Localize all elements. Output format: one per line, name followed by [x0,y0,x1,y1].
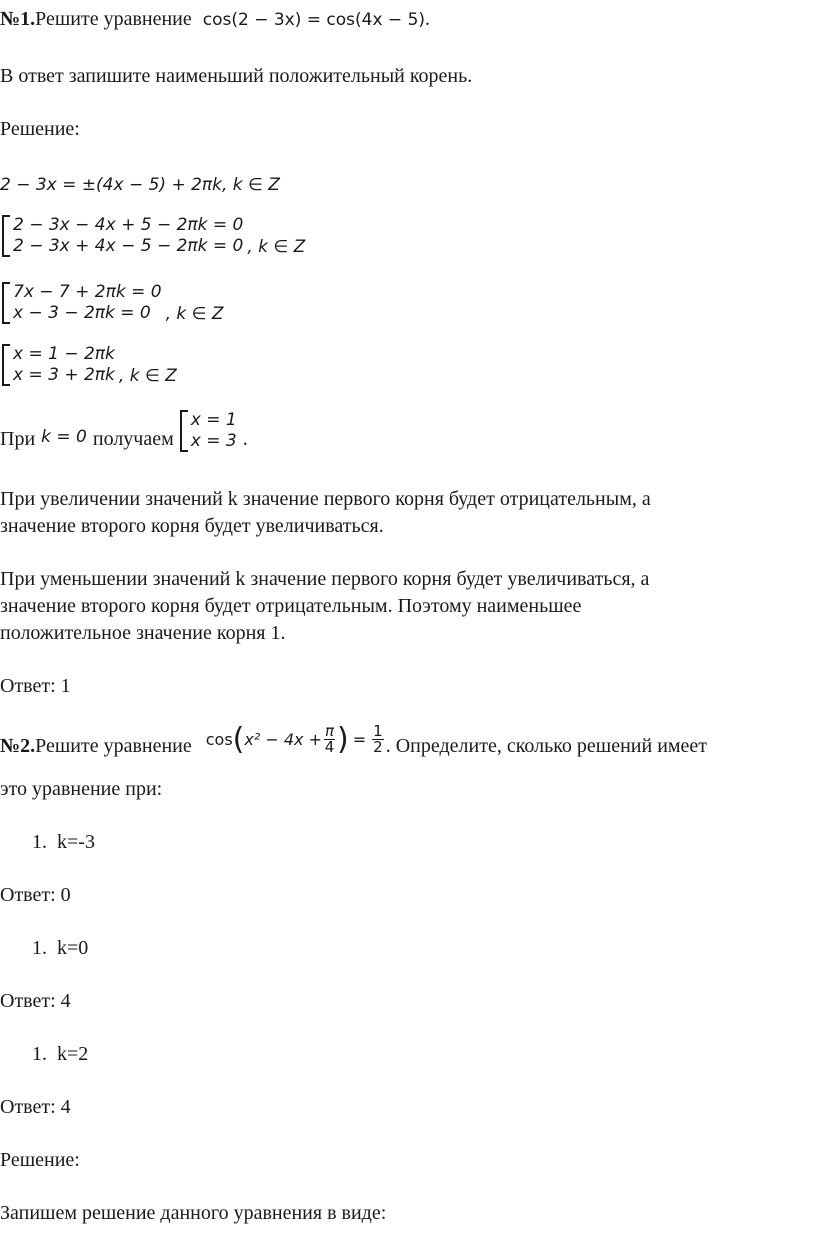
k0-prefix: При [0,428,36,450]
fraction-numerator: 1 [373,722,383,740]
list-number: 1. [32,831,47,853]
system-row: x = 1 [190,410,237,430]
solution-step-1: 2 − 3x = ±(4x − 5) + 2πk, k ∈ Z [0,175,280,195]
eq-equals: = [352,730,367,749]
fraction-numerator: π [325,722,335,740]
pi-over-four [324,724,335,755]
k0-expression: k = 0 [41,427,87,447]
paragraph-line: значение второго корня будет отрицательным. Поэтому наименьшее [0,595,582,617]
bracket [2,282,10,324]
paren-right: ) [337,722,349,757]
solution-label: Решение: [0,1149,80,1171]
system-row: x = 3 [190,431,237,451]
k0-mid: получаем [92,428,174,450]
paren-left: ( [232,722,245,757]
answer: Ответ: 1 [0,675,71,697]
system-row: x = 1 − 2πk [13,344,115,364]
list-number: 1. [32,1043,47,1065]
paragraph-line: положительное значение корня 1. [0,622,286,644]
list-item [32,935,88,961]
list-text: k=0 [57,937,89,959]
system-row: x = 3 + 2πk [13,365,115,385]
list-item [32,829,95,855]
system-condition: , k ∈ Z [247,237,306,257]
period: . [425,8,431,30]
eq-cos: cos [205,730,233,749]
fraction-denominator: 2 [373,738,383,756]
answer: Ответ: 4 [0,1096,71,1118]
answer: Ответ: 0 [0,884,71,906]
one-half [372,724,384,755]
solution-step-2 [2,215,305,257]
k0-line [0,410,248,452]
list-item [32,1041,88,1067]
equation [206,722,386,757]
system-condition: , k ∈ Z [165,304,224,324]
list-text: k=-3 [57,831,95,853]
task-text: Решите уравнение [35,8,192,30]
eq-inner: x² − 4x + [244,730,322,749]
instruction: В ответ запишите наименьший положительный корень. [0,65,473,87]
list-text: k=2 [57,1043,89,1065]
problem-number: №2. [0,735,36,757]
system-row: x − 3 − 2πk = 0 [13,303,151,323]
paragraph-line: это уравнение при: [0,778,163,800]
answer: Ответ: 4 [0,990,71,1012]
problem-1-title [0,6,430,33]
task-text: Решите уравнение [35,735,192,757]
bracket [2,344,10,386]
problem-number: №1. [0,8,36,30]
after-equation: . Определите, сколько решений имеет [385,735,708,757]
solution-step-4 [2,344,177,386]
k0-end: . [242,428,248,450]
equation: cos(2 − 3x) = cos(4x − 5) [202,10,426,30]
solution-step-3 [2,282,223,324]
problem-2-title [0,722,707,759]
system-row: 2 − 3x + 4x − 5 − 2πk = 0 [13,236,244,256]
system-row: 7x − 7 + 2πk = 0 [13,282,162,302]
paragraph-line: При увеличении значений k значение первого корня будет отрицательным, а [0,488,651,510]
paragraph-line: значение второго корня будет увеличиваться. [0,515,384,537]
solution-label: Решение: [0,118,80,140]
system-condition: , k ∈ Z [118,366,177,386]
paragraph-line: При уменьшении значений k значение первого корня будет увеличиваться, а [0,568,650,590]
bracket [2,215,10,257]
bracket [180,410,188,452]
k0-system [180,410,237,452]
fraction-denominator: 4 [324,738,335,756]
system-row: 2 − 3x − 4x + 5 − 2πk = 0 [13,215,244,235]
paragraph-line: Запишем решение данного уравнения в виде: [0,1202,387,1224]
list-number: 1. [32,937,47,959]
